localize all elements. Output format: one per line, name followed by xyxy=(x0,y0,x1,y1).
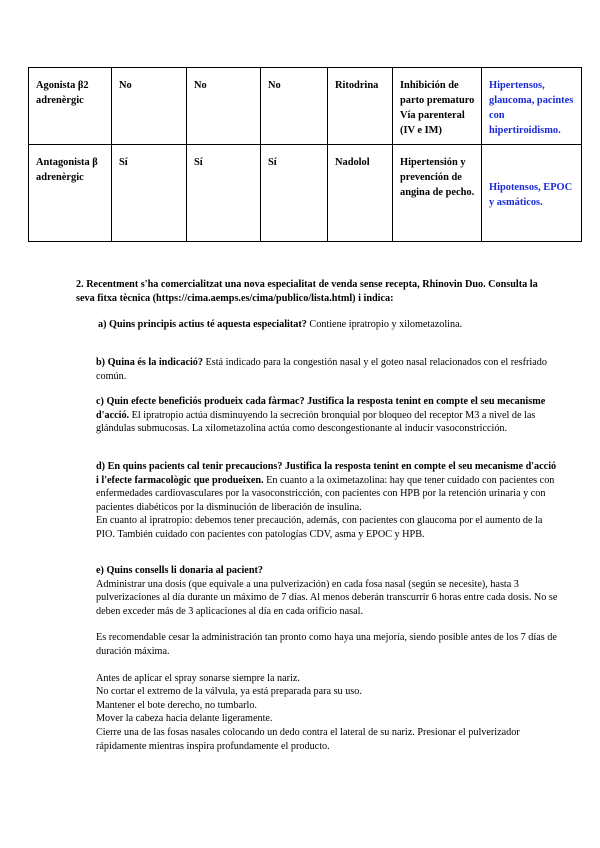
table-row xyxy=(29,68,582,145)
question-e-paragraph-2: Es recomendable cesar la administración tan pronto como haya una mejoría, siendo posible antes de los 7 días de duración máxima. xyxy=(96,632,557,657)
table-cell: Sí xyxy=(187,145,261,242)
table-cell-group: Antagonista β adrenèrgic xyxy=(29,145,112,242)
advice-line: Antes de aplicar el spray sonarse siempre la nariz. xyxy=(96,672,300,684)
question-b xyxy=(96,356,558,383)
table-cell-drug: Ritodrina xyxy=(328,68,393,145)
question-e xyxy=(96,564,558,753)
question-d-text: d) En quins pacients cal tenir precaucions? Justifica la resposta tenint en compte el seu mecanisme d'acció i l'efecte farmacològic que produeixen. xyxy=(96,461,557,486)
contraindication-text: Hipotensos, EPOC y asmáticos. xyxy=(489,182,573,208)
table-cell: Sí xyxy=(112,145,187,242)
question-a-text: a) Quins principis actius té aquesta especialitat? xyxy=(98,319,307,330)
question-e-paragraph-1: Administrar una dosis (que equivale a una pulverización) en cada fosa nasal (según se necesite), hasta 3 pulverizaciones al día durante un máximo de 7 días. Al menos deberán transcurrir 6 horas entre cada dosis. No se deben exceder más de 3 aplicaciones al día en cada orificio nasal. xyxy=(96,578,558,617)
advice-line: No cortar el extremo de la válvula, ya está preparada para su uso. xyxy=(96,686,362,698)
question-c-text: c) Quin efecte beneficiós produeix cada fàrmac? Justifica la resposta tenint en compte el seu mecanisme d'acció. xyxy=(96,396,546,421)
spacer xyxy=(96,659,558,672)
table-cell-indication: Hipertensión y prevención de angina de pecho. xyxy=(393,145,482,242)
question-b-text: b) Quina és la indicació? xyxy=(96,357,203,368)
table-cell: No xyxy=(187,68,261,145)
drug-table xyxy=(28,67,582,242)
spacer xyxy=(96,618,558,631)
table-cell-contraindication xyxy=(482,145,582,242)
advice-line: Mantener el bote derecho, no tumbarlo. xyxy=(96,699,257,711)
table-cell: Sí xyxy=(261,145,328,242)
question-b-answer: Está indicado para la congestión nasal y el goteo nasal relacionados con el resfriado común. xyxy=(96,357,547,382)
question-e-text: e) Quins consells li donaria al pacient? xyxy=(96,565,263,576)
advice-line: Cierre una de las fosas nasales colocando un dedo contra el lateral de su nariz. Presionar el pulverizador rápidamente mientras inspira profundamente el producto. xyxy=(96,726,520,752)
question-d xyxy=(96,460,558,542)
table-cell-drug: Nadolol xyxy=(328,145,393,242)
question-c-answer: El ipratropio actúa disminuyendo la secreción bronquial por bloqueo del receptor M3 a nivel de las glándulas submucosas. La xilometazolina actúa como descongestionante al inducir vasoconstricción. xyxy=(96,409,536,435)
question-2-intro: 2. Recentment s'ha comercialitzat una nova especialitat de venda sense recepta, Rhinovin Duo. Consulta la seva fitxa tècnica (https://cima.aemps.es/cima/publico/lista.html) i indica: xyxy=(76,279,538,304)
question-a-answer: Contiene ipratropio y xilometazolina. xyxy=(309,319,463,330)
table-cell-contraindication: Hipertensos, glaucoma, pacintes con hipertiroidismo. xyxy=(482,68,582,145)
question-d-answer-1: En cuanto a la oximetazolina: hay que tener cuidado con pacientes con enfermedades cardiovasculares por la vasoconstricción, con pacientes con HPB por la retención urinaria y con pacientes diabéticos por la disminución de liberación de insulina. xyxy=(96,474,555,513)
table-cell: No xyxy=(261,68,328,145)
table-row xyxy=(29,145,582,242)
question-a xyxy=(98,318,548,332)
advice-line: Mover la cabeza hacia delante ligeramente. xyxy=(96,713,273,725)
table-cell-group: Agonista β2 adrenèrgic xyxy=(29,68,112,145)
table-cell: No xyxy=(112,68,187,145)
question-d-answer-2: En cuanto al ipratropio: debemos tener precaución, además, con pacientes con glaucoma por el aumento de la PIO. También cuidado con pacientes con patologías CDV, asma y EPOC y HPB. xyxy=(96,515,543,540)
question-c xyxy=(96,395,558,436)
table-cell-indication: Inhibición de parto prematuro Vía parenteral (IV e IM) xyxy=(393,68,482,145)
